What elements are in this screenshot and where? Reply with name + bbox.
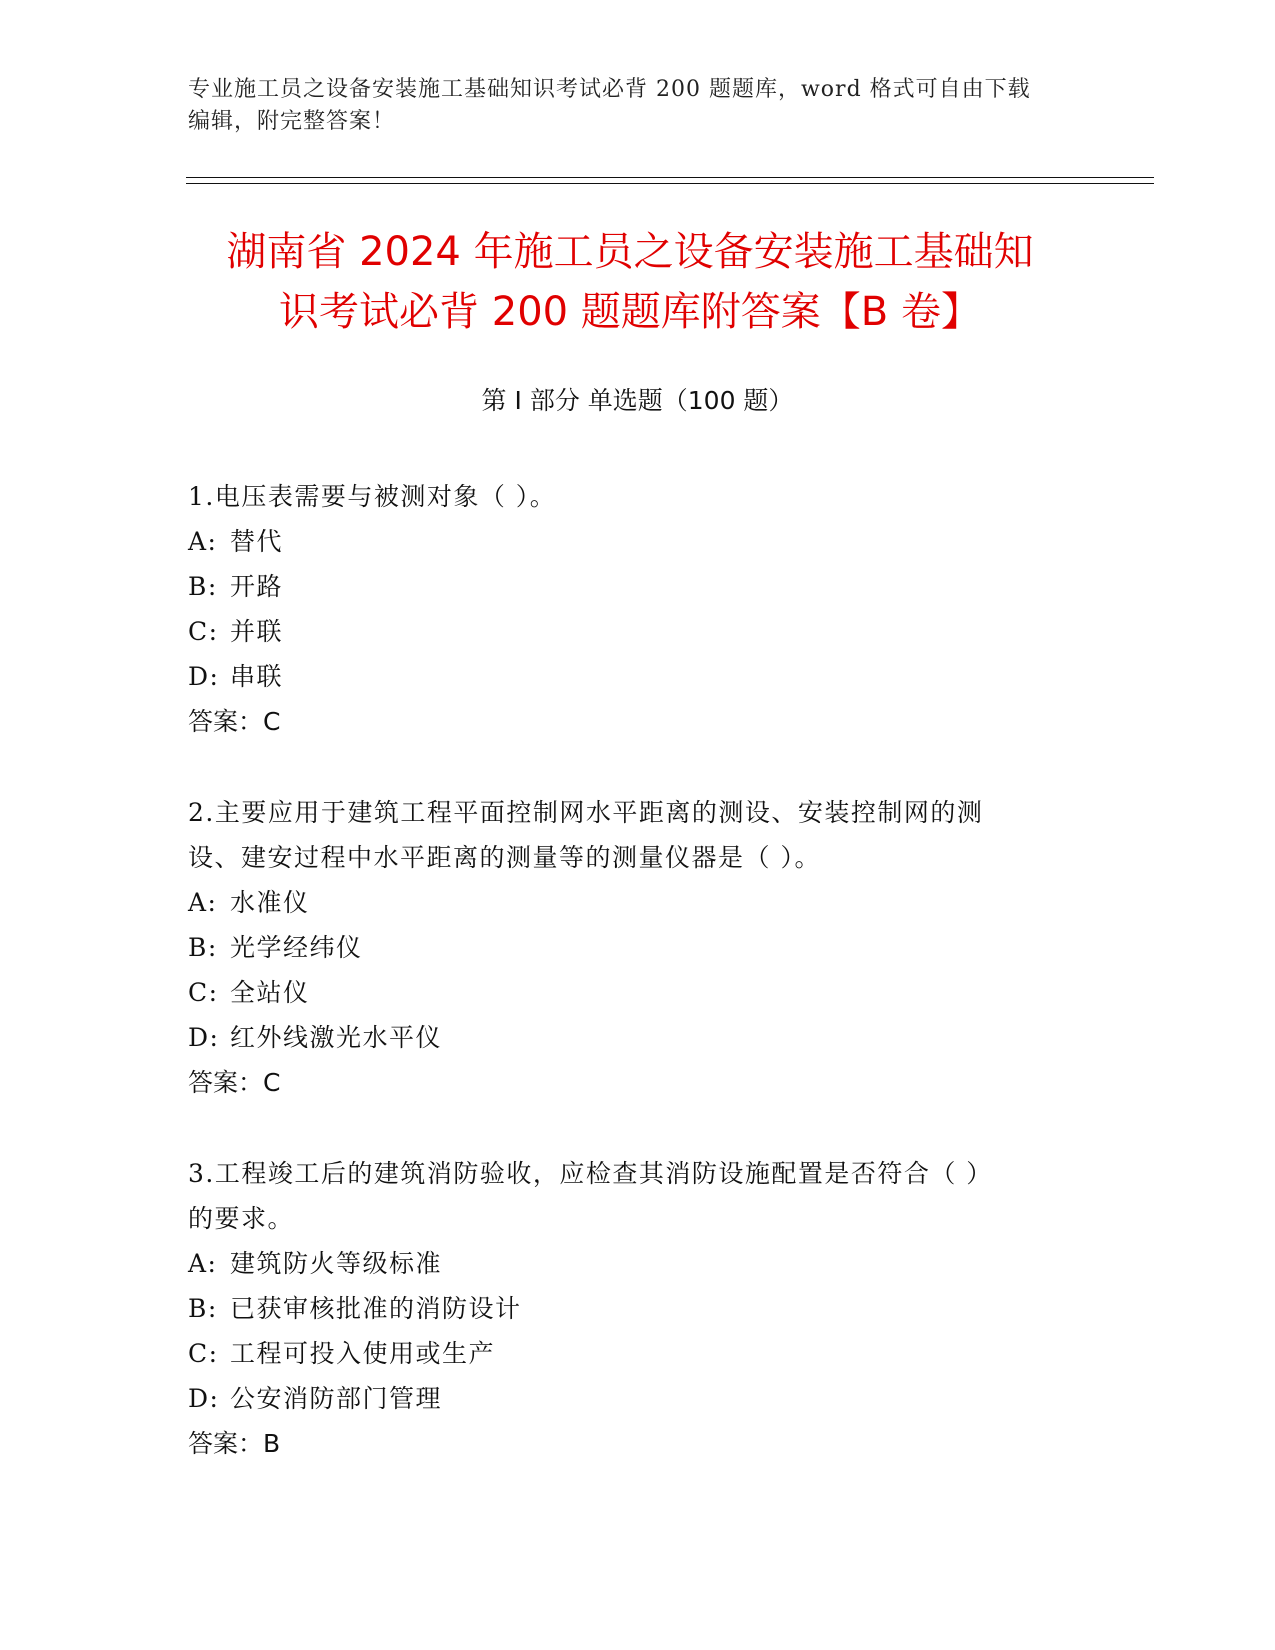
question-stem: 的要求。 [188,1204,295,1233]
option-d [188,654,1068,699]
option-text: 全站仪 [230,978,310,1007]
option-d [188,1376,1068,1421]
option-letter: B: [188,933,218,962]
option-c [188,970,1068,1015]
option-a [188,519,1068,564]
header-divider [186,177,1154,178]
option-b [188,564,1068,609]
option-letter: B: [188,1294,218,1323]
option-text: 串联 [230,662,284,691]
option-b [188,925,1068,970]
question-stem: 3.工程竣工后的建筑消防验收，应检查其消防设施配置是否符合（ ） [188,1159,993,1188]
answer-line: 答案：C [188,707,281,736]
option-letter: C: [188,617,219,646]
section-heading: 第 I 部分 单选题（100 题） [481,386,794,415]
option-text: 已获审核批准的消防设计 [230,1294,522,1323]
option-letter: A: [188,527,218,556]
answer-line: 答案：B [188,1429,281,1458]
option-text: 水准仪 [230,888,310,917]
option-b [188,1286,1068,1331]
option-c [188,609,1068,654]
document-title-line: 识考试必背 200 题题库附答案【B 卷】 [279,289,981,335]
answer-line: 答案：C [188,1068,281,1097]
document-title-line: 湖南省 2024 年施工员之设备安装施工基础知 [226,229,1034,275]
option-text: 替代 [230,527,284,556]
question-stem: 1.电压表需要与被测对象（ ）。 [188,482,557,511]
header-note-line: 编辑，附完整答案！ [188,109,396,134]
option-letter: A: [188,888,218,917]
question-item [188,790,1068,1105]
option-a [188,880,1068,925]
option-text: 工程可投入使用或生产 [230,1339,496,1368]
option-a [188,1241,1068,1286]
question-stem: 2.主要应用于建筑工程平面控制网水平距离的测设、安装控制网的测 [188,798,984,827]
option-text: 开路 [230,572,284,601]
option-text: 光学经纬仪 [230,933,363,962]
option-text: 并联 [230,617,284,646]
option-text: 公安消防部门管理 [230,1384,443,1413]
option-text: 建筑防火等级标准 [230,1249,443,1278]
option-letter: C: [188,978,219,1007]
option-letter: D: [188,1384,220,1413]
option-letter: B: [188,572,218,601]
question-stem: 设、建安过程中水平距离的测量等的测量仪器是（ ）。 [188,843,821,872]
document-title [160,222,1100,342]
option-d [188,1015,1068,1060]
option-letter: D: [188,1023,220,1052]
header-note-line: 专业施工员之设备安装施工基础知识考试必背 200 题题库，word 格式可自由下载 [188,77,1031,102]
header-divider [186,183,1154,184]
option-letter: A: [188,1249,218,1278]
option-letter: C: [188,1339,219,1368]
option-letter: D: [188,662,220,691]
option-text: 红外线激光水平仪 [230,1023,443,1052]
header-note [188,74,1068,138]
question-item [188,474,1068,744]
question-item [188,1151,1068,1466]
option-c [188,1331,1068,1376]
question-list [188,474,1068,1512]
